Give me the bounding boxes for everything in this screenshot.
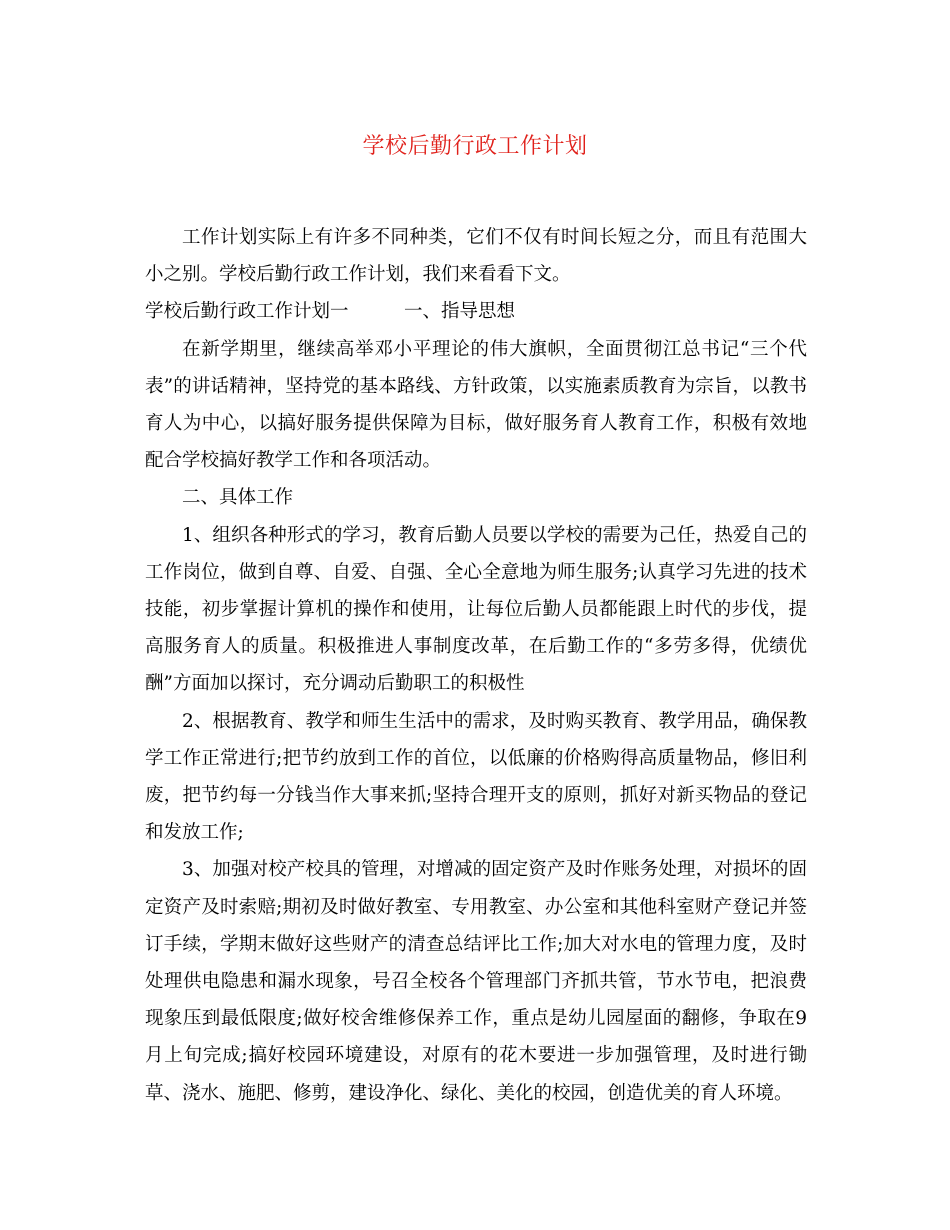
work-item-1-paragraph: 1、组织各种形式的学习，教育后勤人员要以学校的需要为己任，热爱自己的工作岗位，做到自尊、自爱、自强、全心全意地为师生服务;认真学习先进的技术技能，初步掌握计算机的操作和使用，让每位后勤人员都能跟上时代的步伐，提高服务育人的质量。积极推进人事制度改革，在后勤工作的“多劳多得，优绩优酬”方面加以探讨，充分调动后勤职工的积极性 [145, 524, 807, 695]
work-item-2-paragraph: 2、根据教育、教学和师生生活中的需求，及时购买教育、教学用品，确保教学工作正常进行;把节约放到工作的首位，以低廉的价格购得高质量物品，修旧利废，把节约每一分钱当作大事来抓;坚持合理开支的原则，抓好对新买物品的登记和发放工作; [145, 710, 807, 844]
document-body [145, 219, 807, 1112]
work-item-3-paragraph: 3、加强对校产校具的管理，对增减的固定资产及时作账务处理，对损坏的固定资产及时索赔;期初及时做好教室、专用教室、办公室和其他科室财产登记并签订手续，学期末做好这些财产的清查总结评比工作;加大对水电的管理力度，及时处理供电隐患和漏水现象，号召全校各个管理部门齐抓共管，节水节电，把浪费现象压到最低限度;做好校舍维修保养工作，重点是幼儿园屋面的翻修，争取在9月上旬完成;搞好校园环境建设，对原有的花木要进一步加强管理，及时进行锄草、浇水、施肥、修剪，建设净化、绿化、美化的校园，创造优美的育人环境。 [145, 859, 807, 1104]
specific-work-heading: 二、具体工作 [182, 487, 294, 509]
document-title: 学校后勤行政工作计划 [362, 134, 588, 159]
intro-paragraph: 工作计划实际上有许多不同种类，它们不仅有时间长短之分，而且有范围大小之别。学校后勤行政工作计划，我们来看看下文。 [145, 227, 807, 286]
guiding-thought-paragraph: 在新学期里，继续高举邓小平理论的伟大旗帜，全面贯彻江总书记“三个代表”的讲话精神，坚持党的基本路线、方针政策，以实施素质教育为宗旨，以教书育人为中心，以搞好服务提供保障为目标，做好服务育人教育工作，积极有效地配合学校搞好教学工作和各项活动。 [145, 338, 807, 472]
plan-one-heading: 学校后勤行政工作计划一 一、指导思想 [145, 301, 516, 323]
